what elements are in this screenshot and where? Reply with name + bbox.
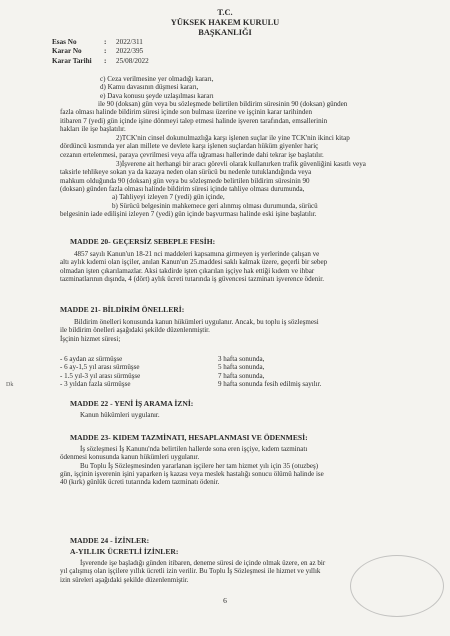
header-department: BAŞKANLIĞI: [198, 28, 252, 37]
text-line: cezanın ertelenmesi, paraya çevrilmesi veya affa uğraması hallerinde dahi tekrar işe başlatılır.: [60, 150, 324, 159]
list-item: b) Sürücü belgesinin mahkemece geri alınmış olması durumunda, sürücü: [112, 201, 318, 210]
table-cell: - 6 ay-1,5 yıl arası sürmüşse: [60, 363, 140, 372]
article-23-body: [60, 445, 324, 487]
karar-row: [52, 47, 149, 56]
text-line: 3)İşverene ait herhangi bir aracı görevli olarak kullanırken trafik güvenliğini kasıtlı veya: [116, 160, 366, 168]
text-line: 2)TCK'nin cinsel dokunulmazlığa karşı işlenen suçlar ile yine TCK'nin ikinci kitap: [116, 134, 350, 142]
tarih-label: Karar Tarihi: [52, 56, 92, 65]
official-stamp: [350, 555, 444, 617]
esas-value: 2022/311: [116, 38, 143, 46]
page-number: 6: [223, 596, 227, 605]
article-24-subtitle: A-YILLIK ÜCRETLİ İZİNLER:: [70, 547, 179, 556]
text-line: ödenmesi konusunda kanun hükümleri uygulanır.: [60, 453, 200, 462]
table-row: [60, 380, 321, 388]
notice-period-table: [60, 355, 321, 389]
text-line: tazminatlarının dışında, 4 (dört) aylık ücreti tutarında iş güvencesi tazminatı işverence ödenir.: [60, 275, 324, 284]
list-item: c) Ceza verilmesine yer olmadığı kararı,: [100, 75, 214, 83]
paragraph-3: [60, 160, 366, 218]
table-cell: - 3 yıldan fazla sürmüşse: [60, 380, 131, 389]
tarih-colon: :: [104, 56, 107, 65]
karar-colon: :: [104, 47, 107, 56]
text-line: izin süreleri aşağıdaki şekilde düzenlenmiştir.: [60, 575, 189, 584]
text-line: İşçinin hizmet süresi;: [60, 334, 121, 343]
text-line: olmadan işten çıkarılamazlar. Aksi takdirde işten çıkarılan işçiye hak ettiği kıdem ve ihbar: [60, 266, 315, 275]
text-line: altı aylık kıdemi olan işçiler, anılan Kanun'un 25.maddesi saklı kalmak üzere, geçerli bir sebep: [60, 258, 328, 267]
esas-colon: :: [104, 38, 107, 46]
text-line: İşverende işe başladığı günden itibaren, deneme süresi de içinde olmak üzere, en az bir: [80, 559, 326, 567]
article-20-title: MADDE 20- GEÇERSİZ SEBEPLE FESİH:: [70, 237, 216, 246]
esas-label: Esas No: [52, 38, 77, 46]
text-line: Bu Toplu İş Sözleşmesinden yararlanan işçilere her tam hizmet yılı için 35 (otuzbeş): [80, 461, 319, 470]
tarih-row: [52, 57, 149, 66]
paragraph-1: [60, 100, 347, 133]
table-row: [60, 355, 321, 363]
article-20-body: [60, 250, 327, 283]
text-line: dördüncü kısmında yer alan millete ve devlete karşı işlenen suçlardan hüküm giyenler hariç: [60, 142, 319, 151]
text-line: gün, işçinin işverenin işini yaparken iş kazası veya meslek hastalığı sonucu ölümü halinde ise: [60, 470, 324, 479]
paragraph-2: [60, 134, 350, 159]
article-21-title: MADDE 21- BİLDİRİM ÖNELLERİ:: [60, 305, 185, 314]
case-meta: [52, 38, 149, 66]
text-line: taksirle tehlikeye sokan ya da kazaya neden olan sürücü bu nedenle tutuklandığında veya: [60, 168, 312, 177]
article-23-title: MADDE 23- KIDEM TAZMİNATI, HESAPLANMASI VE ÖDENMESİ:: [70, 433, 308, 442]
list-item: d) Kamu davasının düşmesi kararı,: [100, 83, 199, 92]
article-22-title: MADDE 22 - YENİ İŞ ARAMA İZNİ:: [70, 399, 194, 408]
text-line: ile bildirim önelleri aşağıdaki şekilde düzenlenmiştir.: [60, 326, 210, 335]
table-cell: - 1.5 yıl-3 yıl arası sürmüşse: [60, 371, 141, 380]
esas-row: [52, 38, 149, 47]
text-line: 4857 sayılı Kanun'un 18-21 nci maddeleri kapsamına girmeyen iş yerlerinde çalışan ve: [74, 250, 320, 258]
article-22-body: Kanun hükümleri uygulanır.: [80, 411, 160, 419]
article-24-title: MADDE 24 - İZİNLER:: [70, 536, 150, 545]
header-institution: YÜKSEK HAKEM KURULU: [170, 18, 280, 27]
text-line: 40 (kırk) günlük ücreti tutarında kıdem tazminatı ödenir.: [60, 478, 220, 487]
table-cell: - 6 aydan az sürmüşse: [60, 355, 123, 363]
text-line: itibaren 7 (yedi) gün içinde işine dönmeyi talep etmesi halinde işveren tarafından, emsallerinin: [60, 116, 328, 125]
karar-value: 2022/395: [116, 47, 144, 56]
table-cell: 5 hafta sonunda,: [218, 363, 265, 372]
article-24-body: [60, 559, 325, 584]
article-21-body: [60, 318, 319, 343]
decision-list: [100, 75, 214, 100]
side-margin-mark: Dk: [6, 382, 14, 388]
list-item: a) Tahliyeyi izleyen 7 (yedi) gün içinde,: [112, 193, 225, 202]
table-cell: 7 hafta sonunda,: [218, 371, 265, 380]
text-line: İş sözleşmesi İş Kanunu'nda belirtilen hallerde sona eren işçiye, kıdem tazminatı: [80, 445, 308, 453]
text-line: belgesinin iade edilişini izleyen 7 (yedi) gün içinde başvurması halinde eski işine başlatılır.: [60, 210, 317, 219]
text-line: hakları ile işe başlatılır.: [60, 125, 126, 134]
header-tc: T.C.: [217, 8, 233, 17]
text-line: (doksan) günden fazla olması halinde bildirim süresi içinde tahliye olması durumunda,: [60, 185, 305, 194]
text-line: ile 90 (doksan) gün veya bu sözleşmede belirtilen bildirim süresinin 90 (doksan) günden: [98, 100, 348, 108]
table-row: [60, 372, 321, 380]
text-line: fazla olması halinde bildirim süresi içinde son bulması üzerine ve işçinin karar tarihinden: [60, 108, 313, 117]
karar-label: Karar No: [52, 47, 82, 56]
list-item: e) Dava konusu şeyde uzlaşılması kararı: [100, 91, 214, 100]
text-line: yıl çalışmış olan işçilere yıllık ücretli izin verilir. Bu Toplu İş Sözleşmesi ile hizmet ve yıllık: [60, 567, 321, 576]
tarih-value: 25/08/2022: [116, 56, 149, 65]
table-cell: 9 hafta sonunda fesih edilmiş sayılır.: [218, 380, 322, 389]
table-cell: 3 hafta sonunda,: [218, 355, 265, 363]
table-row: [60, 363, 321, 371]
text-line: mahkum olduğunda 90 (doksan) gün veya bu sözleşmede belirtilen bildirim süresinin 90: [60, 176, 310, 185]
text-line: Bildirim önelleri konusunda kanun hükümleri uygulanır. Ancak, bu toplu iş sözleşmesi: [74, 318, 319, 326]
